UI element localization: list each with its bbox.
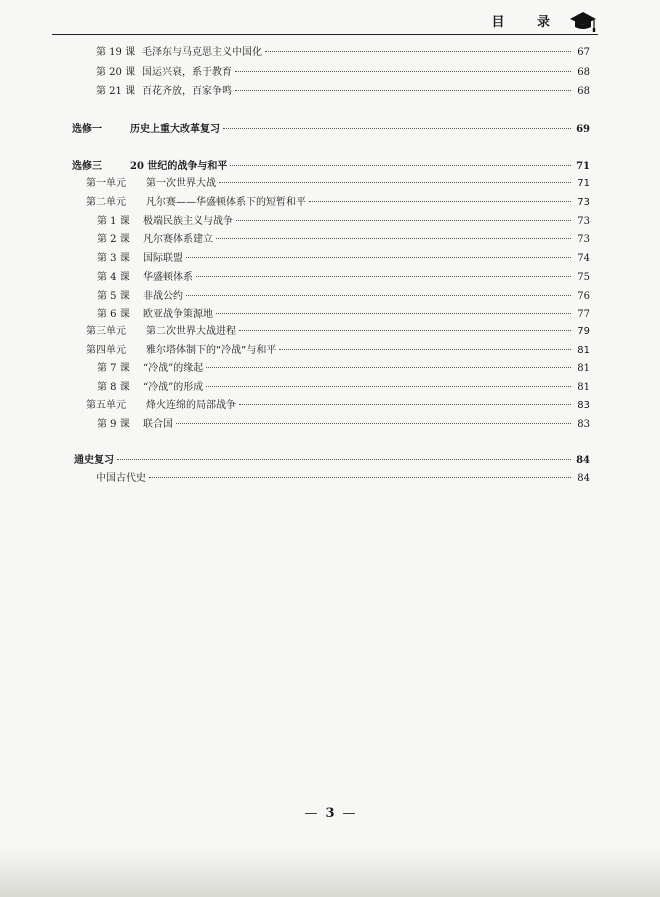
toc-entry-title: 毛泽东与马克思主义中国化 xyxy=(142,47,262,58)
toc-entry-label: 第 2 课 xyxy=(97,234,130,245)
toc-entry-page: 83 xyxy=(577,419,590,430)
toc-entry-title: 华盛顿体系 xyxy=(143,272,193,283)
toc-section[interactable] xyxy=(72,123,590,137)
toc-entry-page: 74 xyxy=(577,253,590,264)
toc-section-label: 选修一 xyxy=(72,124,102,135)
dot-leader xyxy=(149,477,571,478)
page-number-dash-left: — xyxy=(304,806,318,821)
toc-entry-label: 第 6 课 xyxy=(97,309,130,320)
toc-entry-page: 73 xyxy=(577,216,590,227)
toc-entry-label: 第 20 课 xyxy=(96,67,136,78)
toc-unit-label: 第一单元 xyxy=(86,178,126,189)
toc-entry-title: 国际联盟 xyxy=(143,253,183,264)
dot-leader xyxy=(279,349,571,350)
toc-entry-label: 第 4 课 xyxy=(97,272,130,283)
toc-entry-page: 76 xyxy=(577,291,590,302)
dot-leader xyxy=(117,459,571,460)
toc-entry-page: 68 xyxy=(577,67,590,78)
dot-leader xyxy=(239,404,571,405)
toc-section[interactable] xyxy=(74,454,590,468)
toc-entry-page: 73 xyxy=(577,234,590,245)
toc-entry-title: 国运兴衰，系于教育 xyxy=(142,67,232,78)
toc-entry-page: 84 xyxy=(577,473,590,484)
toc-section-page: 71 xyxy=(576,161,590,172)
dot-leader xyxy=(196,276,571,277)
toc-entry[interactable] xyxy=(97,271,590,285)
dot-leader xyxy=(176,423,571,424)
toc-entry[interactable] xyxy=(96,472,590,486)
toc-entry-page: 81 xyxy=(577,382,590,393)
toc-entry-label: 第 8 课 xyxy=(97,382,130,393)
dot-leader xyxy=(223,128,571,129)
toc-unit-title: 凡尔赛——华盛顿体系下的短暂和平 xyxy=(146,197,306,208)
toc-unit[interactable] xyxy=(86,177,590,191)
dot-leader xyxy=(186,295,571,296)
dot-leader xyxy=(239,330,571,331)
toc-entry-page: 67 xyxy=(577,47,590,58)
toc-entry-label: 第 7 课 xyxy=(97,363,130,374)
dot-leader xyxy=(216,238,571,239)
toc-entry-title: 极端民族主义与战争 xyxy=(143,216,233,227)
dot-leader xyxy=(206,386,571,387)
toc-entry[interactable] xyxy=(96,85,590,99)
toc-unit-page: 73 xyxy=(577,197,590,208)
toc-entry-page: 75 xyxy=(577,272,590,283)
dot-leader xyxy=(235,90,571,91)
toc-entry-label: 第 1 课 xyxy=(97,216,130,227)
dot-leader xyxy=(309,201,571,202)
toc-unit-label: 第三单元 xyxy=(86,326,126,337)
toc-entry-page: 81 xyxy=(577,363,590,374)
toc-unit[interactable] xyxy=(86,344,590,358)
toc-entry-label: 第 5 课 xyxy=(97,291,130,302)
toc-unit-title: 雅尔塔体制下的“冷战”与和平 xyxy=(146,345,277,356)
toc-entry-page: 77 xyxy=(577,309,590,320)
toc-section-page: 84 xyxy=(576,455,590,466)
toc-entry-title: 凡尔赛体系建立 xyxy=(143,234,213,245)
toc-unit-page: 81 xyxy=(577,345,590,356)
toc-entry[interactable] xyxy=(97,233,590,247)
page-number-value: 3 xyxy=(325,806,335,821)
toc-section-title: 通史复习 xyxy=(74,455,114,466)
toc-unit[interactable] xyxy=(86,196,590,210)
toc-unit-page: 71 xyxy=(577,178,590,189)
toc-unit-page: 83 xyxy=(577,400,590,411)
dot-leader xyxy=(186,257,571,258)
toc-entry[interactable] xyxy=(97,362,590,376)
dot-leader xyxy=(236,220,571,221)
toc-entry-title: 联合国 xyxy=(143,419,173,430)
page-number xyxy=(0,806,660,821)
toc-section[interactable] xyxy=(72,160,590,174)
toc-entry-label: 第 9 课 xyxy=(97,419,130,430)
toc-section-label: 选修三 xyxy=(72,161,102,172)
toc-entry[interactable] xyxy=(97,290,590,304)
toc-unit-label: 第五单元 xyxy=(86,400,126,411)
toc-entry-title: 百花齐放，百家争鸣 xyxy=(142,86,232,97)
dot-leader xyxy=(216,313,571,314)
dot-leader xyxy=(219,182,571,183)
toc-entry[interactable] xyxy=(97,381,590,395)
dot-leader xyxy=(235,71,571,72)
scan-edge xyxy=(0,847,660,897)
toc-entry-title: 非战公约 xyxy=(143,291,183,302)
toc-unit-title: 第二次世界大战进程 xyxy=(146,326,236,337)
dot-leader xyxy=(265,51,571,52)
toc-entry-label: 第 21 课 xyxy=(96,86,136,97)
dot-leader xyxy=(206,367,571,368)
toc-unit-label: 第四单元 xyxy=(86,345,126,356)
toc-section-title: 20 世纪的战争与和平 xyxy=(130,161,228,172)
toc-entry[interactable] xyxy=(97,252,590,266)
page-number-dash-right: — xyxy=(342,806,356,821)
toc-entry-title: 欧亚战争策源地 xyxy=(143,309,213,320)
toc-unit-title: 第一次世界大战 xyxy=(146,178,216,189)
toc-entry-title: “冷战”的形成 xyxy=(143,382,204,393)
toc-entry-title: 中国古代史 xyxy=(96,473,146,484)
toc-entry-label: 第 3 课 xyxy=(97,253,130,264)
toc-unit-label: 第二单元 xyxy=(86,197,126,208)
toc-section-title: 历史上重大改革复习 xyxy=(130,124,220,135)
toc-unit-page: 79 xyxy=(577,326,590,337)
toc-entry[interactable] xyxy=(96,46,590,60)
toc-unit[interactable] xyxy=(86,399,590,413)
toc-entry-label: 第 19 课 xyxy=(96,47,136,58)
toc-unit[interactable] xyxy=(86,325,590,339)
toc-entry-title: “冷战”的缘起 xyxy=(143,363,204,374)
toc-entry[interactable] xyxy=(97,215,590,229)
header-title: 目 录 xyxy=(491,15,564,30)
toc-entry[interactable] xyxy=(96,66,590,80)
toc-unit-title: 烽火连绵的局部战争 xyxy=(146,400,236,411)
toc-entry[interactable] xyxy=(97,418,590,432)
toc-entry[interactable] xyxy=(97,308,590,322)
toc-section-page: 69 xyxy=(576,124,590,135)
dot-leader xyxy=(230,165,571,166)
toc-entry-page: 68 xyxy=(577,86,590,97)
